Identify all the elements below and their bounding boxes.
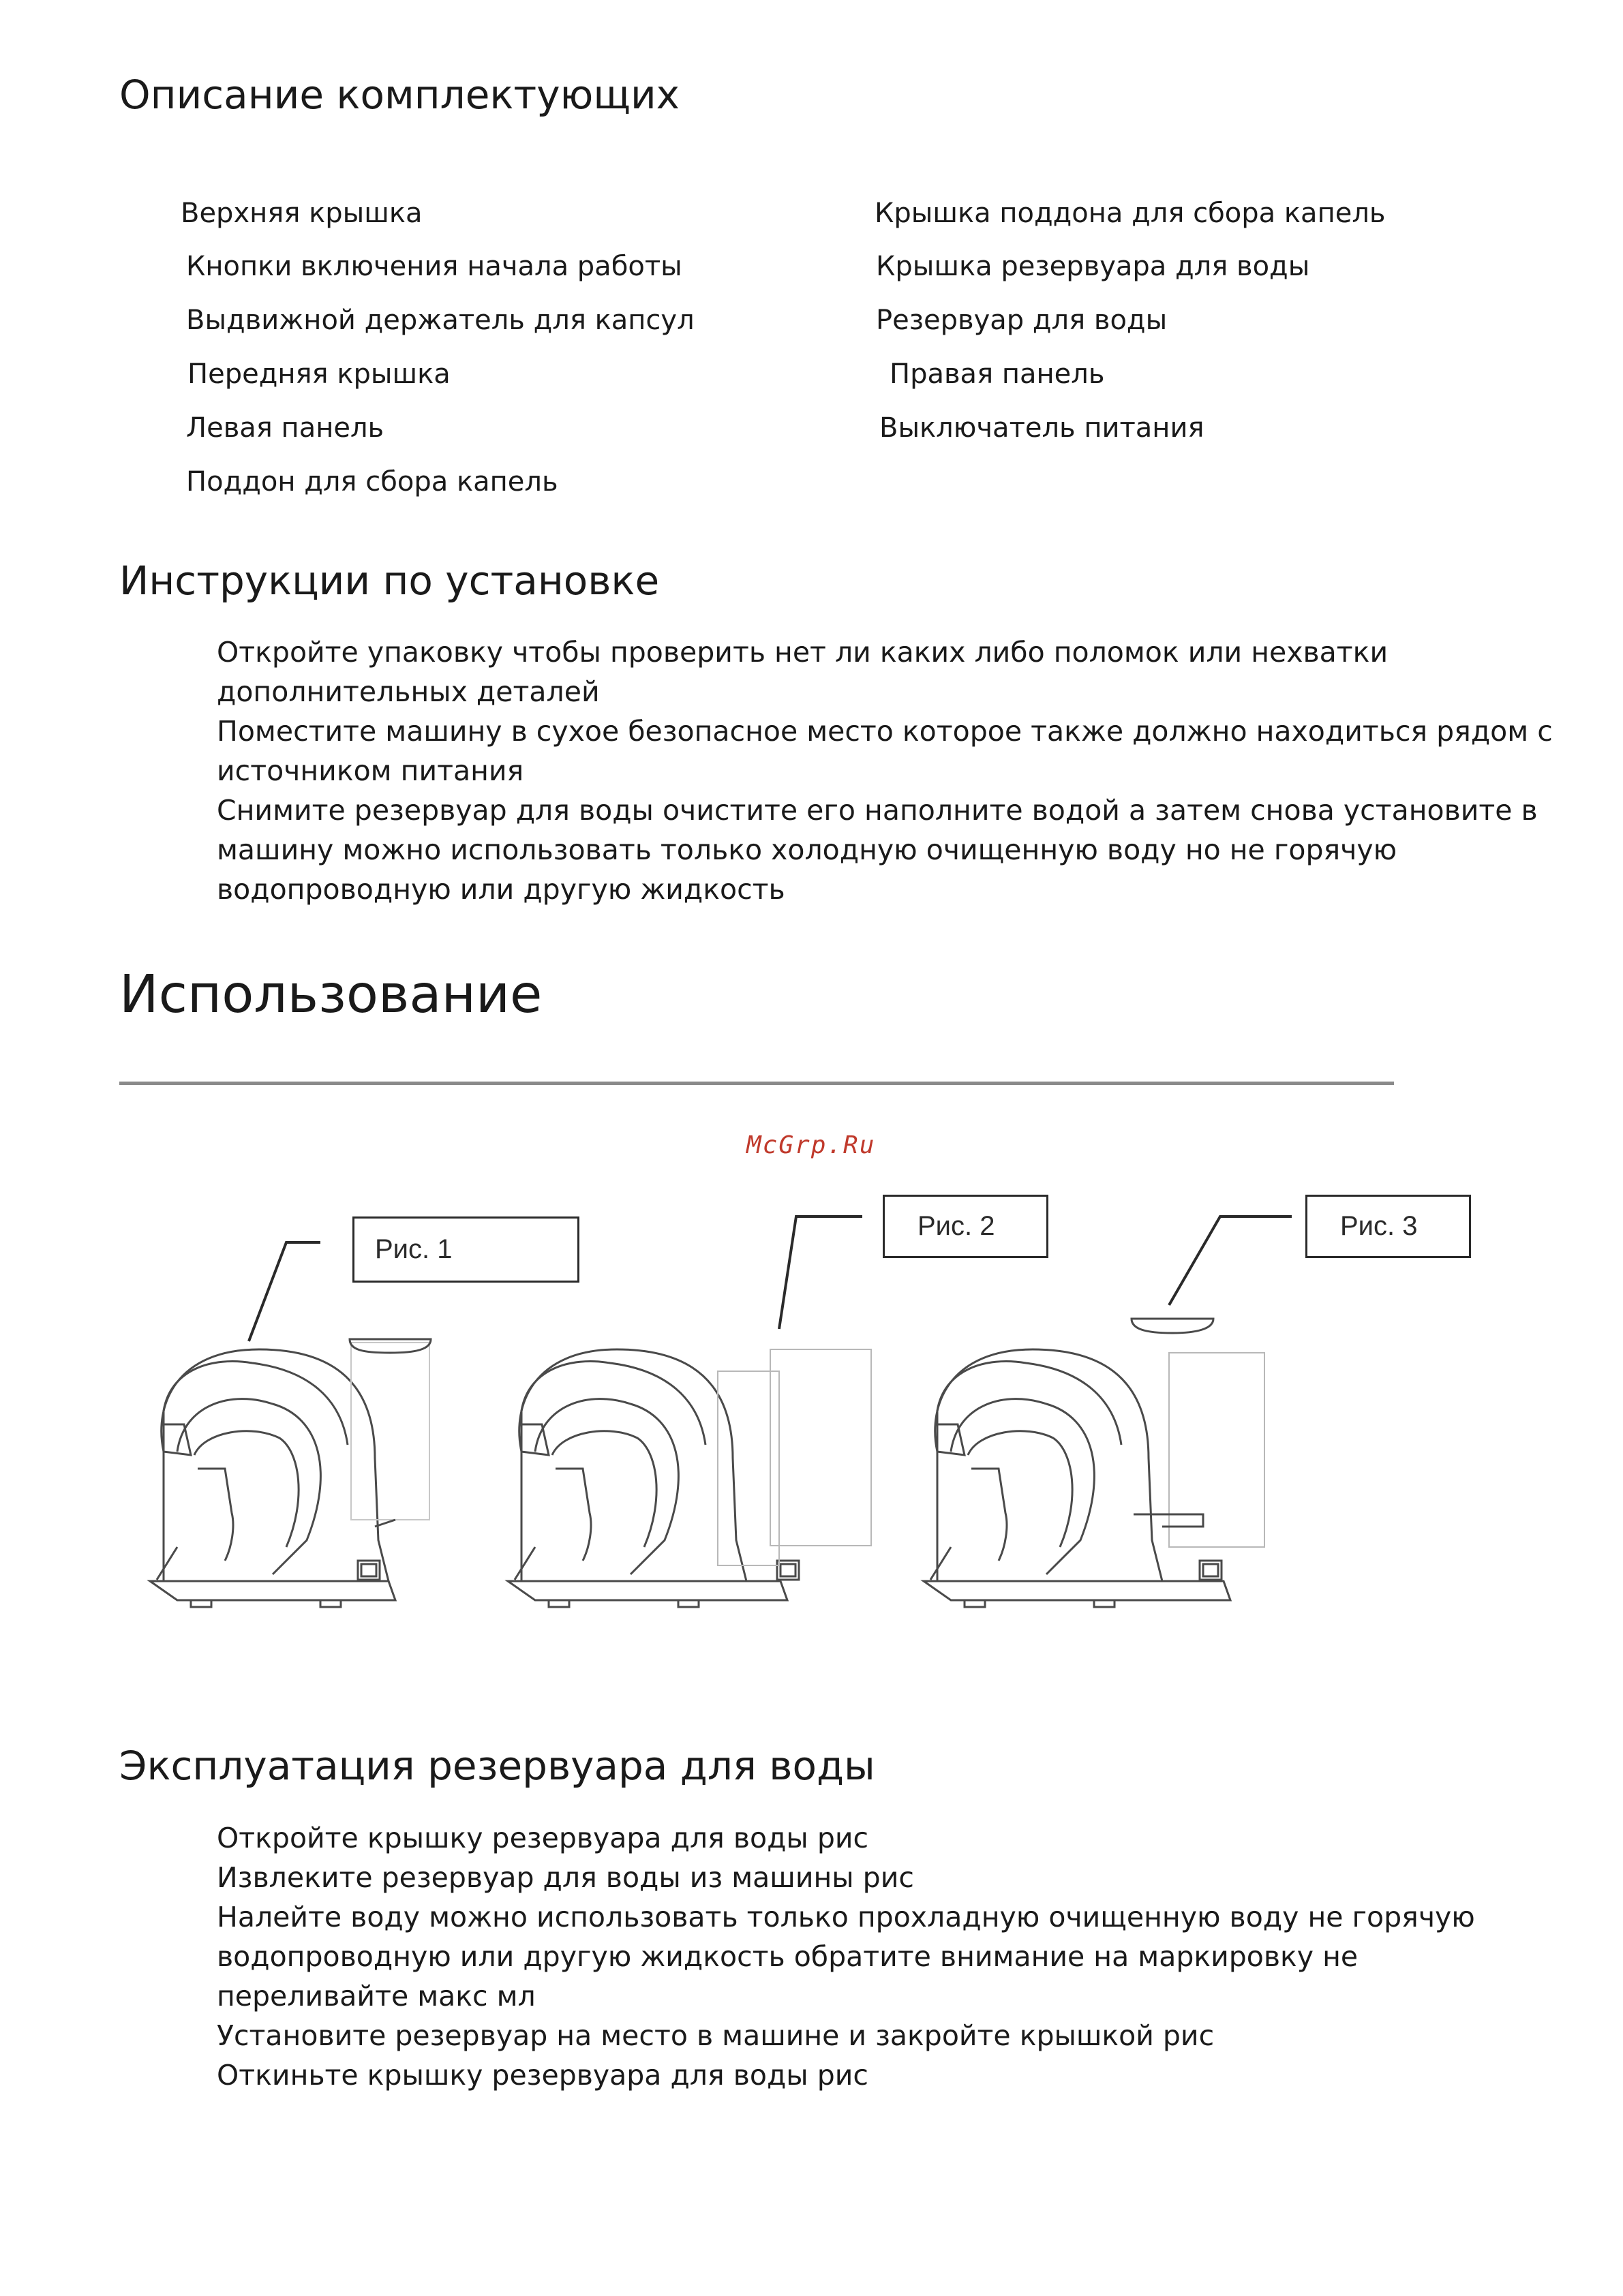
component-item: Резервуар для воды [876, 305, 1168, 336]
component-item: Поддон для сбора капель [186, 466, 558, 498]
installation-title: Инструкции по установке [119, 557, 660, 604]
instruction-line: машину можно использовать только холодную очищенную воду но не горячую [217, 833, 1397, 866]
figure-label-text: Рис. 1 [375, 1234, 453, 1264]
component-item: Верхняя крышка [181, 198, 423, 229]
component-item: Выдвижной держатель для капсул [186, 305, 695, 336]
tank-instructions [217, 1818, 1475, 2095]
instruction-line: Снимите резервуар для воды очистите его наполните водой а затем снова установите в [217, 794, 1538, 827]
instruction-line: водопроводную или другую жидкость [217, 873, 785, 906]
component-item: Выключатель питания [879, 412, 1204, 444]
watermark: McGrp.Ru [746, 1131, 876, 1159]
coffee-machine-figure-1 [150, 1322, 470, 1636]
component-item: Левая панель [186, 412, 384, 444]
component-item: Крышка резервуара для воды [876, 251, 1310, 282]
instruction-line: Откройте упаковку чтобы проверить нет ли каких либо поломок или нехватки [217, 636, 1389, 669]
leader-line-2 [779, 1216, 862, 1329]
tank-title: Эксплуатация резервуара для воды [119, 1743, 875, 1789]
instruction-line: Установите резервуар на место в машине и закройте крышкой рис [217, 2019, 1215, 2052]
component-item: Правая панель [890, 358, 1105, 390]
instruction-line: Извлеките резервуар для воды из машины рис [217, 1861, 914, 1894]
component-item: Передняя крышка [187, 358, 451, 390]
coffee-machine-figure-2 [508, 1322, 869, 1636]
components-title: Описание комплектующих [119, 72, 680, 118]
leader-line-3 [1169, 1216, 1292, 1305]
figure-label-text: Рис. 2 [917, 1211, 995, 1241]
coffee-machine-figure-3 [924, 1322, 1278, 1636]
instruction-line: Поместите машину в сухое безопасное место которое также должно находиться рядом с [217, 715, 1553, 748]
component-item: Крышка поддона для сбора капель [875, 198, 1386, 229]
instruction-line: дополнительных деталей [217, 675, 600, 708]
instruction-line: Откройте крышку резервуара для воды рис [217, 1822, 869, 1854]
component-item: Кнопки включения начала работы [186, 251, 682, 282]
usage-title: Использование [119, 964, 543, 1025]
instruction-line: источником питания [217, 754, 524, 787]
instruction-line: водопроводную или другую жидкость обратите внимание на маркировку не [217, 1940, 1359, 1973]
figure-label-text: Рис. 3 [1340, 1211, 1418, 1241]
instruction-line: Откиньте крышку резервуара для воды рис [217, 2059, 868, 2092]
instruction-line: Налейте воду можно использовать только прохладную очищенную воду не горячую [217, 1901, 1475, 1933]
instruction-line: переливайте макс мл [217, 1980, 536, 2012]
